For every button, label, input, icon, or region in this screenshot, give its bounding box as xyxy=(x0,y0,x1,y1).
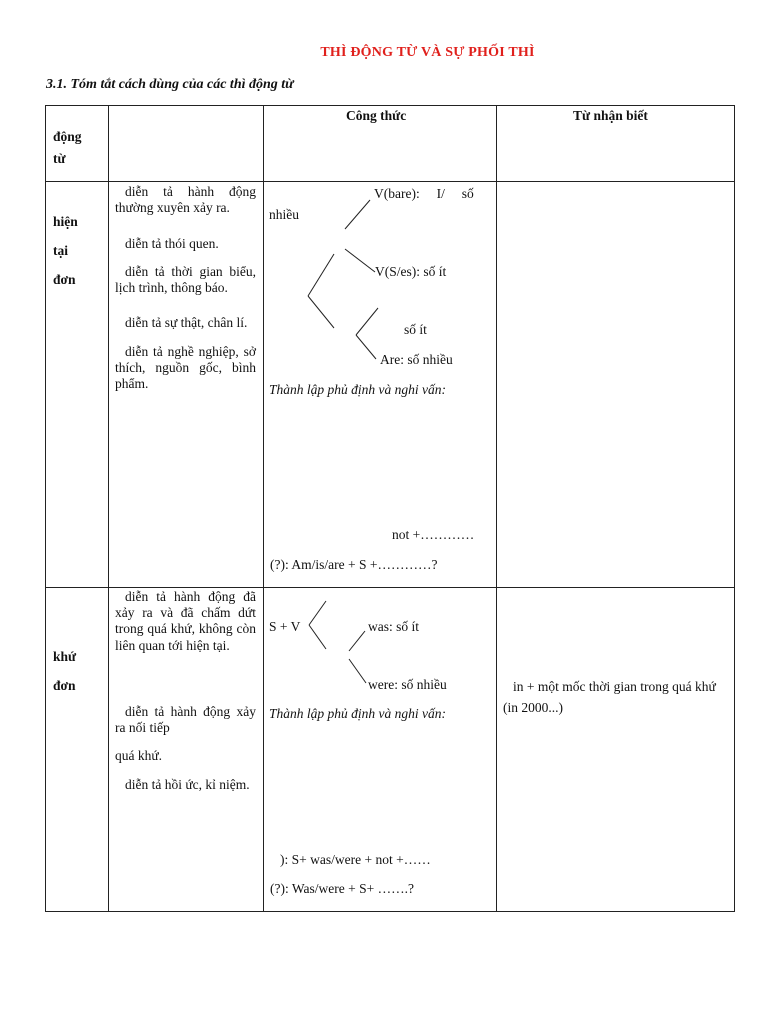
usage-item: diễn tả hành động thường xuyên xảy ra. xyxy=(115,184,256,216)
negative-formula: ): S+ was/were + not +…… xyxy=(280,852,431,867)
usage-item: diễn tả thời gian biểu, lịch trình, thông báo. xyxy=(115,264,256,296)
column-divider xyxy=(263,106,264,911)
document-title: THÌ ĐỘNG TỪ VÀ SỰ PHỐI THÌ xyxy=(320,45,535,60)
formula-branch: were: số nhiều xyxy=(368,677,447,692)
usage-item: diễn tả hành động xảy ra nối tiếp xyxy=(115,704,256,736)
header-formula: Công thức xyxy=(346,108,407,123)
formula-branch: nhiều xyxy=(269,207,299,222)
formula-branch: Are: số nhiều xyxy=(380,352,453,367)
negative-interrogative-label: Thành lập phủ định và nghi vấn: xyxy=(269,382,446,397)
signal-words-text: in + một mốc thời gian trong quá khứ (in 2000...) xyxy=(503,679,716,715)
tense-name-line: khứ xyxy=(53,649,77,664)
tense-name-line: đơn xyxy=(53,272,76,287)
tense-name-line: hiện xyxy=(53,214,78,229)
column-divider xyxy=(108,106,109,911)
tense-name-line: tại xyxy=(53,243,68,258)
question-formula: (?): Am/is/are + S +…………? xyxy=(270,557,438,572)
negative-formula: not +………… xyxy=(392,527,475,542)
column-divider xyxy=(496,106,497,911)
usage-item: diễn tả thói quen. xyxy=(125,236,219,251)
formula-branch: V(bare): I/ số xyxy=(374,186,474,201)
usage-item: diễn tả nghề nghiệp, sở thích, nguồn gốc, bình phẩm. xyxy=(115,344,256,392)
section-heading: 3.1. Tóm tắt cách dùng của các thì động từ xyxy=(46,77,294,92)
header-tense-line2: từ xyxy=(53,151,66,166)
usage-item: diễn tả hồi ức, kỉ niệm. xyxy=(125,777,250,792)
formula-branch: số ít xyxy=(404,322,427,337)
question-formula: (?): Was/were + S+ …….? xyxy=(270,881,414,896)
usage-item: diễn tả hành động đã xảy ra và đã chấm dứt trong quá khứ, không còn liên quan tới hiện tại. xyxy=(115,589,256,653)
usage-item: diễn tả sự thật, chân lí. xyxy=(125,315,248,330)
usage-item: quá khứ. xyxy=(115,748,163,763)
header-tense-line1: động xyxy=(53,129,82,144)
row-divider xyxy=(46,587,734,588)
row-divider xyxy=(46,181,734,182)
formula-branch: was: số ít xyxy=(368,619,420,634)
formula-subject: S + V xyxy=(269,619,301,634)
formula-branch: V(S/es): số ít xyxy=(375,264,447,279)
tense-name-line: đơn xyxy=(53,678,76,693)
header-signal-words: Từ nhận biết xyxy=(573,108,648,123)
negative-interrogative-label: Thành lập phủ định và nghi vấn: xyxy=(269,706,446,721)
